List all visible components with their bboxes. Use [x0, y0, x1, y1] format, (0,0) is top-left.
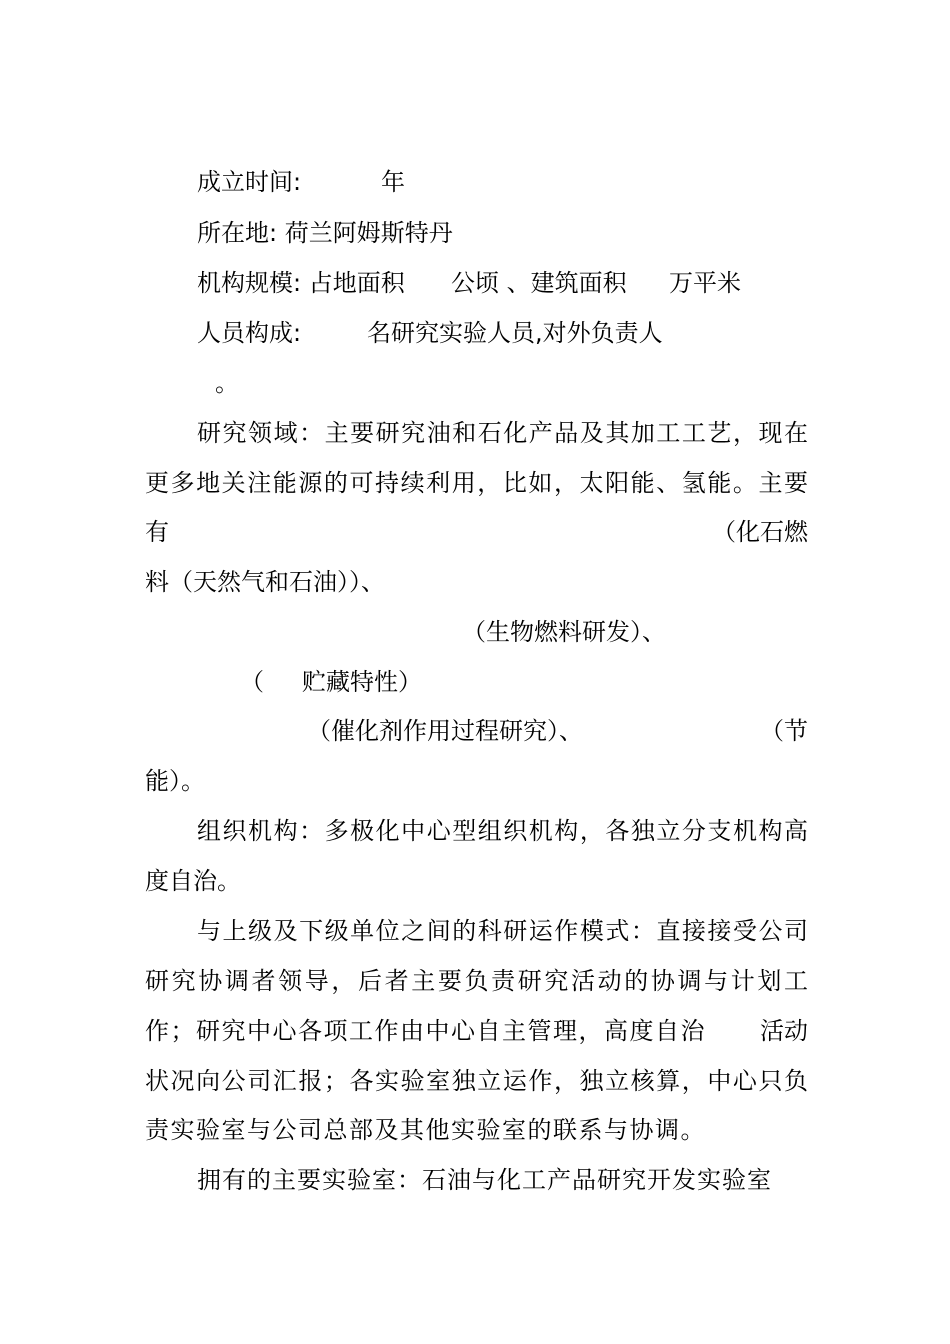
text-line: 。 [215, 369, 239, 397]
founded-year-unit: 年 [381, 168, 405, 196]
text-line: 度自治。 [145, 867, 241, 895]
research-field-paragraph: 研究领域：主要研究油和石化产品及其加工工艺，现在 [197, 419, 808, 447]
staff-text: 名研究实验人员,对外负责人 [367, 319, 663, 347]
operation-mode-paragraph: 与上级及下级单位之间的科研运作模式：直接接受公司 [197, 917, 808, 945]
text-line: 能）。 [145, 767, 205, 795]
text-line: 有 [145, 518, 169, 546]
location-line: 所在地: 荷兰阿姆斯特丹 [197, 219, 453, 247]
text-line: 贮藏特性） [302, 668, 422, 696]
scale-line: 机构规模: 占地面积 [197, 269, 405, 297]
text-line: （ [240, 668, 264, 696]
labs-paragraph: 拥有的主要实验室：石油与化工产品研究开发实验室 [197, 1166, 772, 1194]
staff-label: 人员构成: [197, 319, 302, 347]
text-line: 料（天然气和石油））、 [145, 568, 385, 596]
text-line: 责实验室与公司总部及其他实验室的联系与协调。 [145, 1116, 706, 1144]
text-line: 研究协调者领导，后者主要负责研究活动的协调与计划工 [145, 967, 808, 995]
text-line: 状况向公司汇报；各实验室独立运作，独立核算，中心只负 [145, 1067, 808, 1095]
text-line: （节 [760, 717, 808, 745]
founded-label: 成立时间: [197, 168, 302, 196]
text-line: 活动 [760, 1017, 808, 1045]
text-line: （化石燃 [712, 518, 808, 546]
text-line: （生物燃料研发）、 [462, 618, 666, 646]
text-line: （催化剂作用过程研究）、 [307, 717, 583, 745]
scale-line-part: 万平米 [669, 269, 741, 297]
text-line: 更多地关注能源的可持续利用，比如，太阳能、氢能。主要 [145, 469, 808, 497]
text-line: 作；研究中心各项工作由中心自主管理，高度自治 [145, 1017, 706, 1045]
scale-line-part: 公顷 、建筑面积 [451, 269, 627, 297]
organization-paragraph: 组织机构：多极化中心型组织机构，各独立分支机构高 [197, 817, 808, 845]
